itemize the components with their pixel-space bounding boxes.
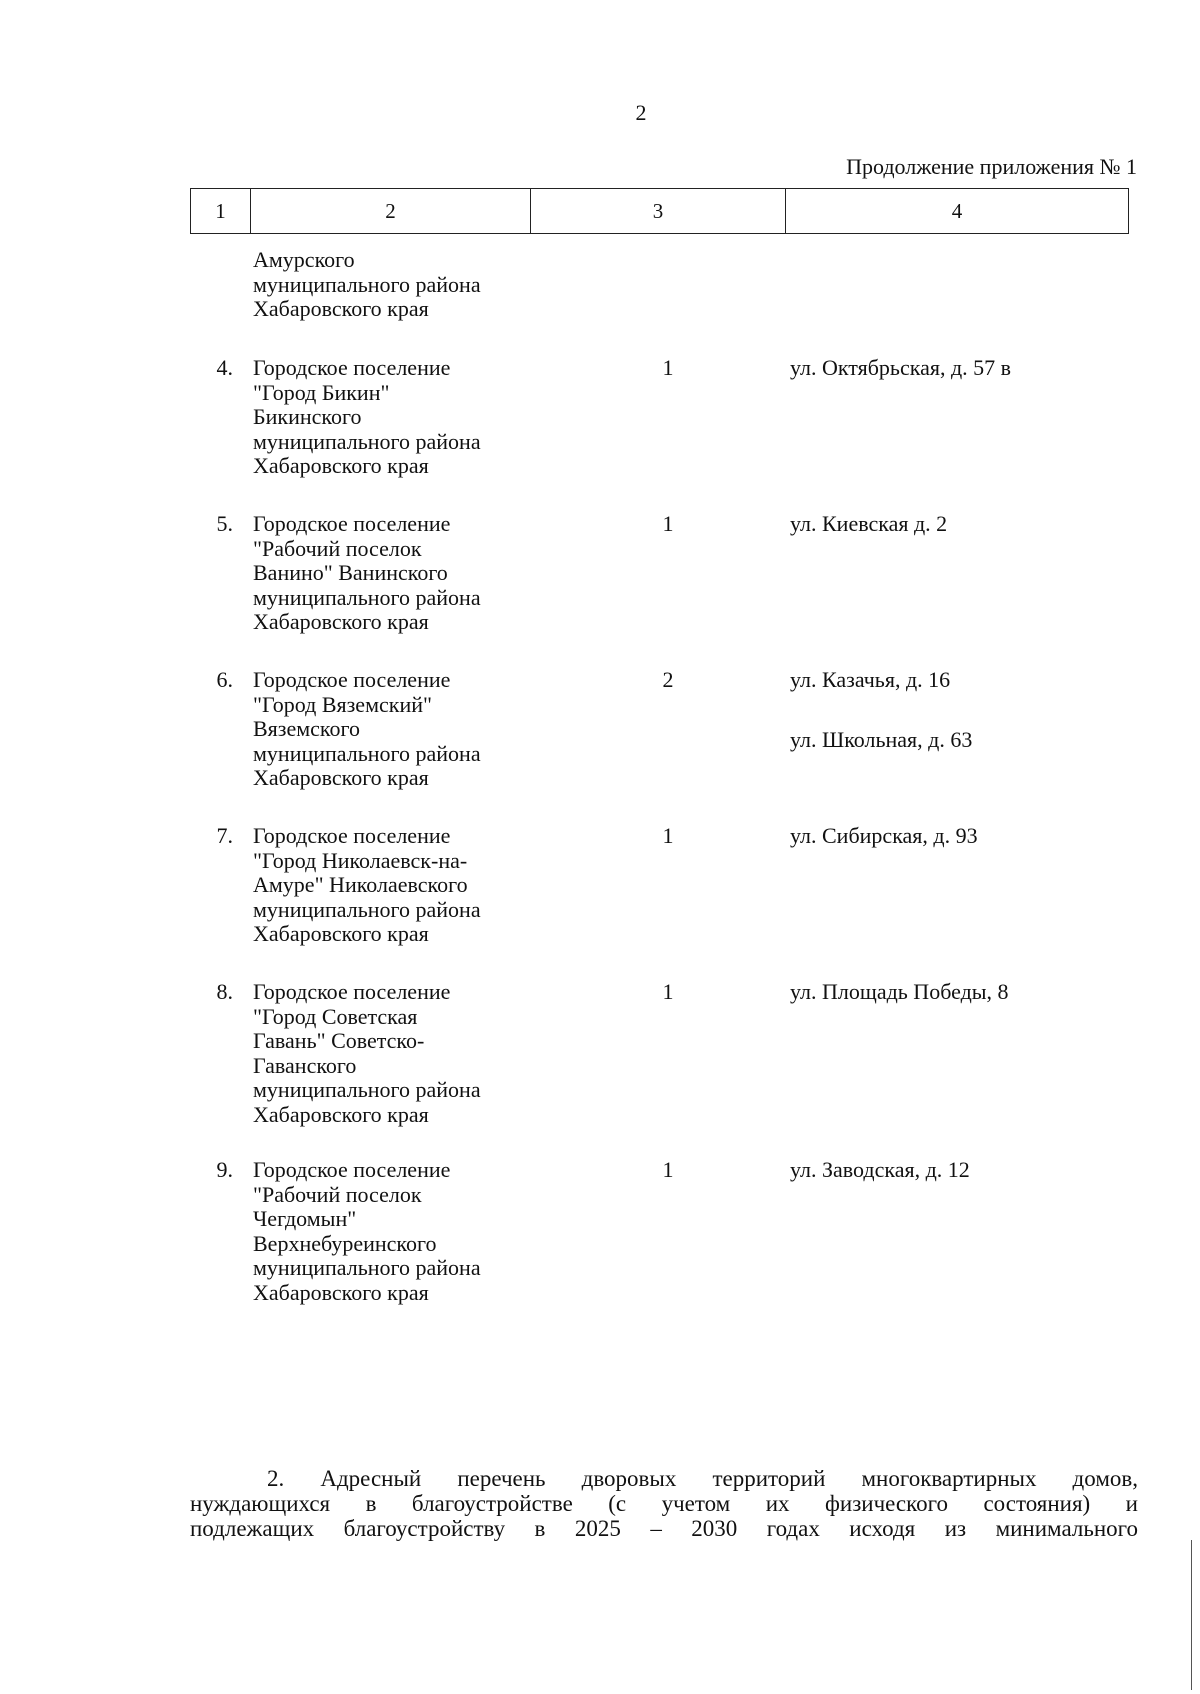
page-number: 2: [635, 100, 647, 125]
settlement-name-line: Городское поселение: [253, 355, 451, 380]
settlement-name-line: Хабаровского края: [253, 453, 429, 478]
settlement-name-line: Городское поселение: [253, 823, 451, 848]
address-list: [790, 824, 1129, 849]
address: ул. Октябрьская, д. 57 в: [790, 355, 1012, 380]
settlement-name-line: Гаванского: [253, 1052, 357, 1078]
address: ул. Киевская д. 2: [790, 511, 948, 536]
address: ул. Казачья, д. 16: [790, 667, 951, 692]
address-list: [790, 512, 1129, 537]
continuation-label: Продолжение приложения № 1: [846, 154, 1137, 179]
settlement-name-line: "Город Вяземский": [253, 691, 432, 717]
settlement-name-line: Амуре" Николаевского: [253, 872, 468, 897]
settlement-name-line: Хабаровского края: [253, 921, 429, 946]
settlement-name-line: "Город Бикин": [253, 379, 390, 405]
address: ул. Заводская, д. 12: [790, 1157, 970, 1182]
section-paragraph: [190, 1466, 1138, 1541]
settlement-name-line: муниципального района: [253, 896, 481, 922]
settlement-name-line: Городское поселение: [253, 511, 451, 536]
settlement-name-line: Городское поселение: [253, 667, 451, 692]
address-list: [790, 980, 1129, 1005]
header-cell-2: 2: [251, 189, 531, 233]
settlement-name: [253, 824, 523, 947]
settlement-name: [253, 248, 523, 322]
territory-count: 1: [662, 355, 674, 380]
address-list: [790, 668, 1129, 752]
scan-margin-line: [1191, 1540, 1192, 1690]
header-cell-4: 4: [951, 198, 963, 223]
settlement-name-line: Городское поселение: [253, 1157, 451, 1182]
settlement-name: [253, 1158, 523, 1305]
settlement-name: [253, 980, 523, 1127]
settlement-name-line: "Город Советская: [253, 1003, 418, 1029]
settlement-name-line: муниципального района: [253, 740, 481, 766]
address: ул. Площадь Победы, 8: [790, 979, 1009, 1004]
settlement-name-line: муниципального района: [253, 1255, 481, 1280]
settlement-name-line: Хабаровского края: [253, 1101, 429, 1127]
settlement-name-line: Амурского: [253, 247, 355, 272]
settlement-name-line: Верхнебуреинского: [253, 1230, 437, 1256]
row-number: 6.: [216, 667, 233, 692]
settlement-name-line: Хабаровского края: [253, 1279, 429, 1305]
settlement-name-line: Хабаровского края: [253, 296, 429, 321]
row-number: 4.: [216, 355, 233, 380]
row-number: 9.: [216, 1157, 233, 1182]
row-number: 5.: [216, 511, 233, 536]
paragraph-line: подлежащих благоустройству в 2025 – 2030 годах исходя из минимального: [190, 1516, 1138, 1541]
row-number: 8.: [216, 979, 233, 1004]
settlement-name: [253, 512, 523, 635]
territory-count: 2: [662, 667, 674, 692]
territory-count: 1: [662, 1157, 674, 1182]
settlement-name: [253, 668, 523, 791]
header-cell-1: 1: [191, 189, 251, 233]
row-number: 7.: [216, 823, 233, 848]
settlement-name-line: муниципального района: [253, 584, 481, 610]
settlement-name-line: муниципального района: [253, 271, 481, 297]
paragraph-line: 2. Адресный перечень дворовых территорий многоквартирных домов,: [267, 1466, 1138, 1491]
settlement-name-line: Хабаровского края: [253, 609, 429, 634]
settlement-name-line: "Рабочий поселок: [253, 1181, 422, 1207]
settlement-name-line: Гавань" Советско-: [253, 1028, 425, 1053]
address: ул. Сибирская, д. 93: [790, 823, 978, 848]
settlement-name-line: Вяземского: [253, 716, 360, 741]
header-cell-3: 3: [531, 189, 786, 233]
settlement-name-line: муниципального района: [253, 1077, 481, 1102]
settlement-name-line: "Рабочий поселок: [253, 535, 422, 561]
table-header: [190, 188, 1129, 234]
settlement-name-line: Хабаровского края: [253, 765, 429, 790]
territory-count: 1: [662, 979, 674, 1004]
settlement-name-line: Чегдомын": [253, 1206, 357, 1231]
settlement-name-line: Бикинского: [253, 404, 362, 429]
address: ул. Школьная, д. 63: [790, 726, 973, 752]
settlement-name-line: Ванино" Ванинского: [253, 560, 448, 585]
territory-count: 1: [662, 823, 674, 848]
territory-count: 1: [662, 511, 674, 536]
settlement-name-line: "Город Николаевск-на-: [253, 847, 468, 873]
settlement-name-line: муниципального района: [253, 428, 481, 454]
address-list: [790, 1158, 1129, 1183]
paragraph-line: нуждающихся в благоустройстве (с учетом их физического состояния) и: [190, 1491, 1138, 1516]
settlement-name: [253, 356, 523, 479]
settlement-name-line: Городское поселение: [253, 979, 451, 1004]
address-list: [790, 356, 1129, 381]
